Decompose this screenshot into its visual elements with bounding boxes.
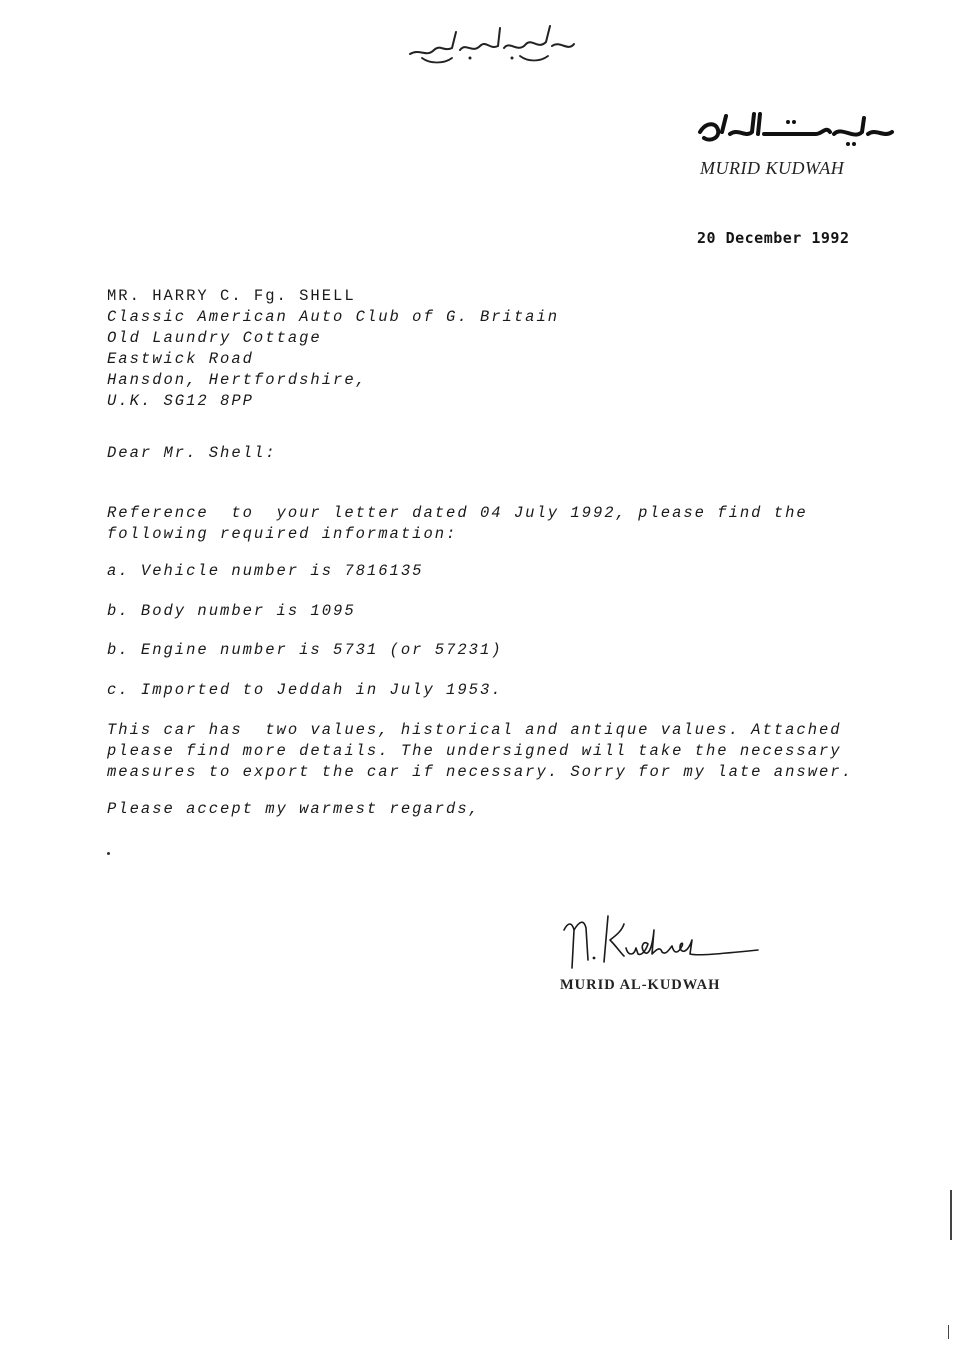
bismillah-calligraphy (400, 18, 580, 68)
address-line: Hansdon, Hertfordshire, (107, 371, 367, 389)
paragraph-details (107, 720, 897, 783)
paragraph-line: Reference to your letter dated 04 July 1992, please find the (107, 504, 808, 522)
handwritten-signature (558, 910, 768, 974)
letter-date: 20 December 1992 (697, 229, 850, 247)
salutation: Dear Mr. Shell: (107, 444, 277, 462)
closing-line: Please accept my warmest regards, (107, 800, 480, 818)
scan-edge-mark (948, 1325, 949, 1339)
paragraph-reference (107, 503, 867, 545)
address-line: Eastwick Road (107, 350, 254, 368)
information-list (107, 562, 503, 720)
scan-edge-mark (950, 1190, 952, 1240)
recipient-address (107, 286, 559, 412)
signer-printed-name: MURID AL-KUDWAH (560, 977, 721, 993)
address-line: Classic American Auto Club of G. Britain (107, 308, 560, 326)
letterhead-latin-name: MURID KUDWAH (700, 158, 845, 178)
stray-mark (107, 852, 110, 855)
list-item: c. Imported to Jeddah in July 1953. (107, 680, 503, 699)
paragraph-line: measures to export the car if necessary. Sorry for my late answer. (107, 763, 853, 781)
list-item: a. Vehicle number is 7816135 (107, 562, 424, 580)
paragraph-line: This car has two values, historical and antique values. Attached (107, 721, 842, 739)
address-line: MR. HARRY C. Fg. SHELL (107, 287, 356, 305)
list-item: b. Body number is 1095 (107, 601, 356, 620)
address-line: U.K. SG12 8PP (107, 392, 254, 410)
list-item: b. Engine number is 5731 (or 57231) (107, 641, 503, 659)
paragraph-line: please find more details. The undersigned will take the necessary (107, 742, 842, 760)
address-line: Old Laundry Cottage (107, 329, 322, 347)
letterhead-arabic-name (692, 108, 897, 152)
paragraph-line: following required information: (107, 525, 458, 543)
